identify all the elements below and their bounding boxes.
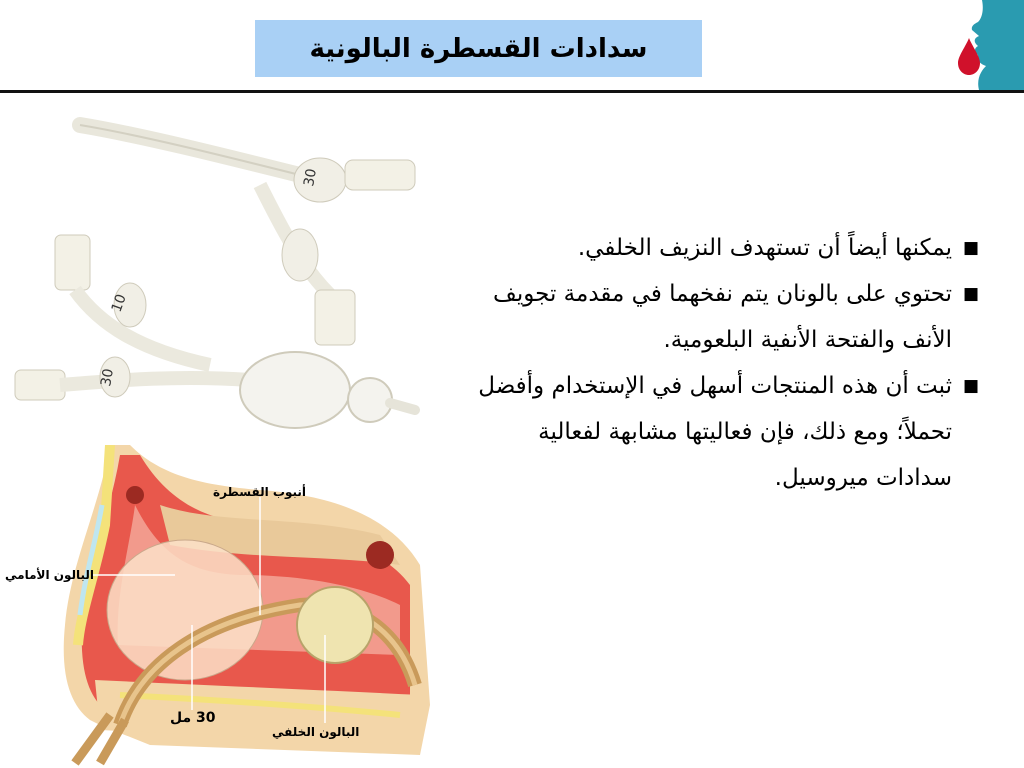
posterior-balloon-label: البالون الخلفي	[272, 725, 360, 739]
balloon-volume-label: 10	[108, 292, 130, 315]
square-bullet-icon: ■	[962, 238, 980, 258]
list-item	[470, 363, 990, 501]
balloon-volume-label: 30	[301, 167, 321, 188]
bullet-list	[470, 225, 990, 501]
bullet-text: يمكنها أيضاً أن تستهدف النزيف الخلفي.	[577, 235, 952, 261]
bullet-text: تحتوي على بالونان يتم نفخهما في مقدمة تجويف الأنف والفتحة الأنفية البلعومية.	[493, 281, 952, 353]
slide-title: سدادات القسطرة البالونية	[309, 33, 648, 64]
bullet-text: ثبت أن هذه المنتجات أسهل في الإستخدام وأفضل تحملاً؛ ومع ذلك، فإن فعاليتها مشابهة لفعالية سدادات ميروسيل.	[478, 373, 952, 491]
volume-label: 30 مل	[170, 710, 216, 726]
list-item	[470, 271, 990, 363]
square-bullet-icon: ■	[962, 284, 980, 304]
anterior-balloon-label: البالون الأمامي	[5, 568, 95, 582]
catheter-tube-label: أنبوب القسطرة	[213, 485, 306, 499]
square-bullet-icon: ■	[962, 376, 980, 396]
title-box	[255, 20, 702, 77]
face-blood-drop-logo	[924, 0, 1024, 90]
header-divider	[0, 90, 1024, 93]
balloon-catheter-photo	[0, 105, 440, 445]
balloon-volume-label: 30	[98, 367, 118, 388]
list-item	[470, 225, 990, 271]
